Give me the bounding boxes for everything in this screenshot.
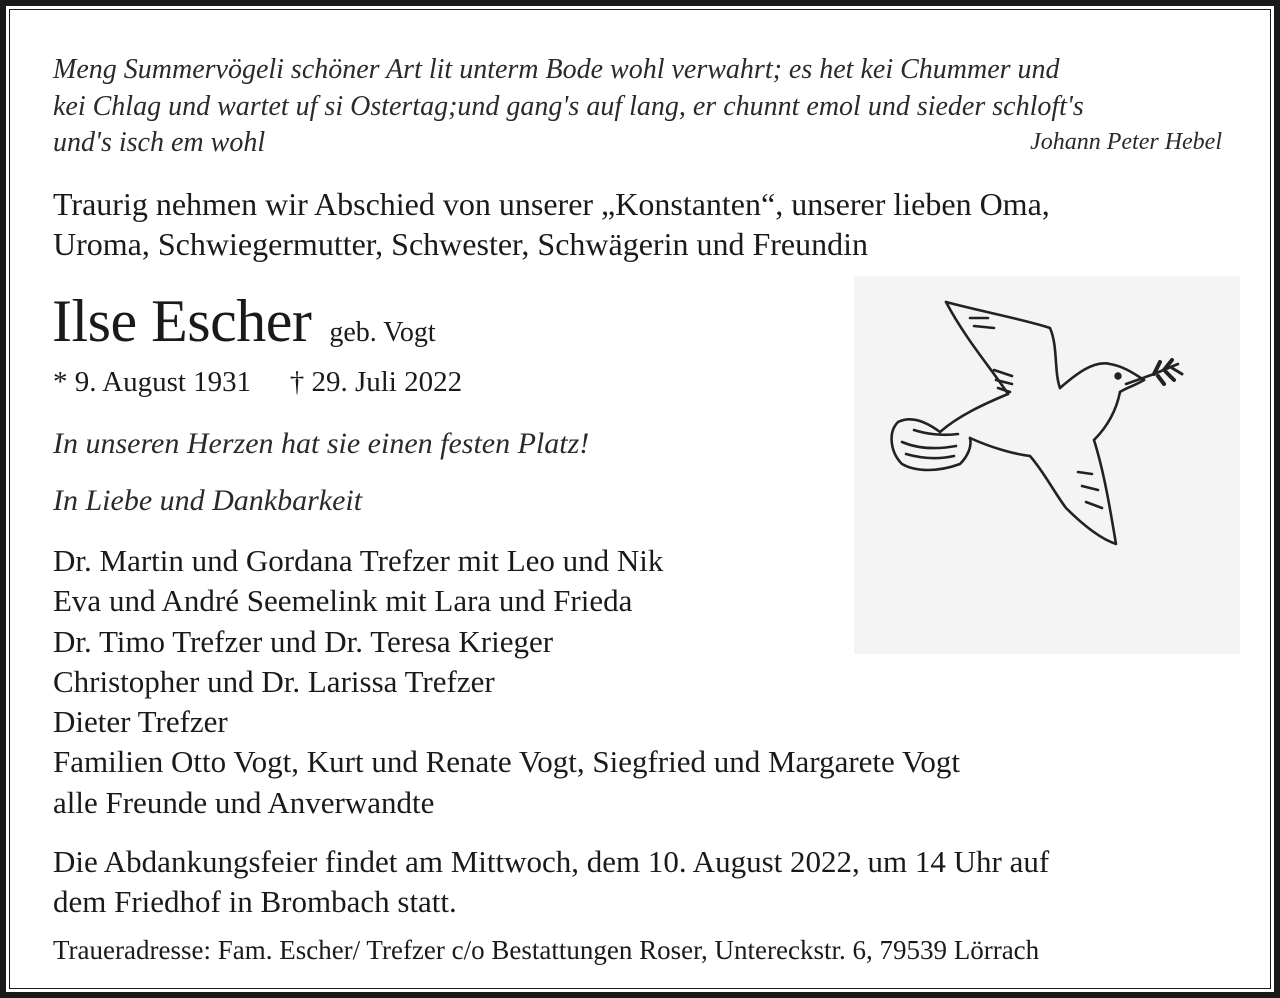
mourning-address: Traueradresse: Fam. Escher/ Trefzer c/o Bestattungen Roser, Untereckstr. 6, 79539 Lörrach xyxy=(53,935,1040,965)
service-info xyxy=(53,842,1049,922)
closing-phrase: In Liebe und Dankbarkeit xyxy=(53,484,363,517)
life-dates xyxy=(53,366,462,399)
mourner-entry: Familien Otto Vogt, Kurt und Renate Vogt, Siegfried und Margarete Vogt xyxy=(53,744,960,780)
mourner-entry: Dieter Trefzer xyxy=(53,704,228,740)
dove-illustration xyxy=(854,276,1240,654)
service-line: dem Friedhof in Brombach statt. xyxy=(53,884,457,919)
poem-line: Meng Summervögeli schöner Art lit unterm Bode wohl verwahrt; es het kei Chummer und xyxy=(53,54,1060,85)
mourners-list xyxy=(53,541,960,823)
service-line: Die Abdankungsfeier findet am Mittwoch, dem 10. August 2022, um 14 Uhr auf xyxy=(53,844,1050,879)
dove-with-olive-branch-icon xyxy=(854,276,1240,654)
mourner-entry: alle Freunde und Anverwandte xyxy=(53,784,435,820)
memorial-quote: In unseren Herzen hat sie einen festen Platz! xyxy=(53,427,590,460)
intro-text xyxy=(53,184,1050,264)
intro-line: Uroma, Schwiegermutter, Schwester, Schwägerin und Freundin xyxy=(53,226,869,262)
poem-line: kei Chlag und wartet uf si Ostertag;und gang's auf lang, er chunnt emol und sieder schloft's xyxy=(53,90,1084,122)
poem xyxy=(53,52,1084,162)
mourner-entry: Eva und André Seemelink mit Lara und Frieda xyxy=(53,583,633,619)
birth-date: * 9. August 1931 xyxy=(53,366,252,398)
mourner-entry: Dr. Martin und Gordana Trefzer mit Leo und Nik xyxy=(53,543,664,578)
deceased-name: Ilse Escher xyxy=(52,288,312,354)
deceased-heading xyxy=(52,288,436,354)
mourner-entry: Dr. Timo Trefzer und Dr. Teresa Krieger xyxy=(53,623,554,659)
death-date: † 29. Juli 2022 xyxy=(289,366,463,398)
maiden-name: geb. Vogt xyxy=(329,317,436,348)
intro-line: Traurig nehmen wir Abschied von unserer „Konstanten“, unserer lieben Oma, xyxy=(53,186,1050,222)
mourner-entry: Christopher und Dr. Larissa Trefzer xyxy=(53,663,495,699)
poem-line: und's isch em wohl xyxy=(53,127,266,158)
poem-author: Johann Peter Hebel xyxy=(1030,129,1222,155)
